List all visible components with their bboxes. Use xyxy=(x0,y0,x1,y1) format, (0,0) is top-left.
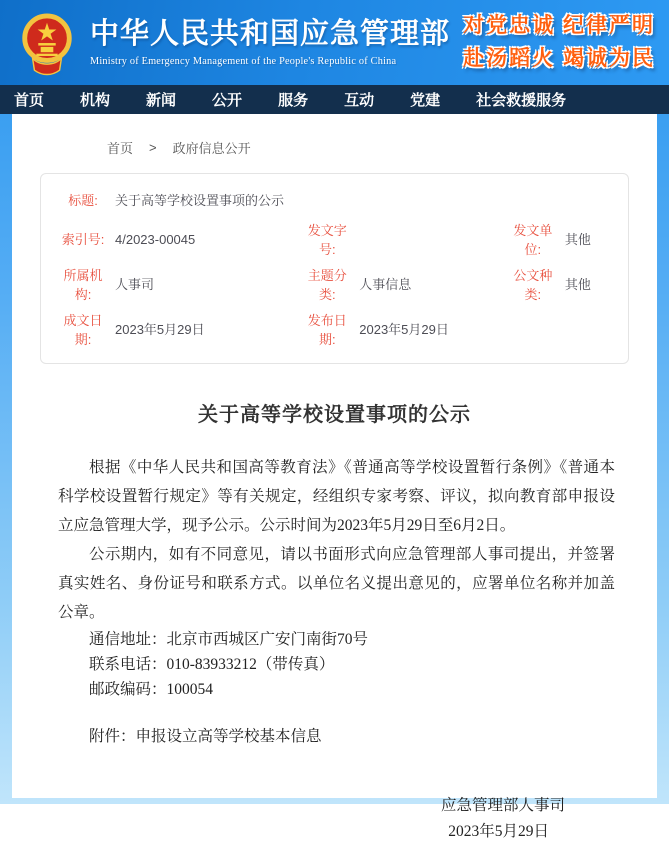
nav-item-services[interactable]: 服务 xyxy=(278,92,309,109)
meta-row-title xyxy=(41,184,628,218)
meta-label-written-date: 成文日期: xyxy=(63,312,103,347)
site-title-cn: 中华人民共和国应急管理部 xyxy=(90,18,451,51)
nav-item-interaction[interactable]: 互动 xyxy=(344,92,375,109)
meta-label-department: 所属机构: xyxy=(63,267,103,302)
nav-item-org[interactable]: 机构 xyxy=(80,92,111,109)
attachment-line: 附件：申报设立高等学校基本信息 xyxy=(89,728,322,745)
header-slogans xyxy=(463,10,655,75)
meta-grid xyxy=(41,218,628,353)
article-paragraph-2: 公示期内，如有不同意见，请以书面形式向应急管理部人事司提出，并签署真实姓名、身份证号和联系方式。以单位名义提出意见的，应署单位名称并加盖公章。 xyxy=(58,546,615,621)
meta-cell-doc-type xyxy=(499,263,628,308)
meta-label-issuing-unit: 发文单位: xyxy=(513,222,553,257)
meta-cell-publish-date xyxy=(299,308,499,353)
signature-date: 2023年5月29日 xyxy=(448,823,549,840)
national-emblem-icon xyxy=(16,11,78,77)
nav-item-rescue[interactable]: 社会救援服务 xyxy=(476,92,567,109)
breadcrumb xyxy=(12,114,657,157)
breadcrumb-separator-icon: > xyxy=(149,140,157,155)
meta-value-written-date: 2023年5月29日 xyxy=(115,322,205,338)
breadcrumb-current[interactable]: 政府信息公开 xyxy=(172,141,251,156)
meta-cell-department xyxy=(41,263,299,308)
meta-value-title: 关于高等学校设置事项的公示 xyxy=(115,192,285,208)
site-title-block xyxy=(90,18,459,66)
nav-item-party[interactable]: 党建 xyxy=(410,92,441,109)
nav-item-home[interactable]: 首页 xyxy=(14,92,45,109)
signature-block xyxy=(58,793,615,845)
site-title-en: Ministry of Emergency Management of the People's Republic of China xyxy=(90,55,397,67)
meta-value-department: 人事司 xyxy=(115,277,155,293)
main-nav xyxy=(0,85,669,114)
breadcrumb-home[interactable]: 首页 xyxy=(107,141,134,156)
meta-cell-written-date xyxy=(41,308,299,353)
meta-value-topic: 人事信息 xyxy=(359,277,412,293)
meta-value-index-no: 4/2023-00045 xyxy=(115,232,196,248)
meta-label-topic: 主题分类: xyxy=(307,267,347,302)
article-body xyxy=(58,453,615,845)
meta-label-title: 标题: xyxy=(68,192,98,208)
meta-cell-doc-no xyxy=(299,218,499,263)
meta-label-doc-no: 发文字号: xyxy=(307,222,347,257)
meta-cell-topic xyxy=(299,263,499,308)
meta-value-issuing-unit: 其他 xyxy=(564,232,591,248)
contact-postcode: 邮政编码：100054 xyxy=(89,681,214,698)
meta-value-doc-type: 其他 xyxy=(564,277,591,293)
signature-department: 应急管理部人事司 xyxy=(440,797,565,814)
meta-label-doc-type: 公文种类: xyxy=(513,267,553,302)
site-header xyxy=(0,0,669,85)
slogan-line-2: 赴汤蹈火 竭诚为民 xyxy=(463,46,655,70)
meta-label-index-no: 索引号: xyxy=(61,232,105,248)
meta-value-publish-date: 2023年5月29日 xyxy=(359,322,449,338)
article-paragraph-1: 根据《中华人民共和国高等教育法》《普通高等学校设置暂行条例》《普通本科学校设置暂行规定》等有关规定，经组织专家考察、评议，拟向教育部申报设立应急管理大学，现予公示。公示时间为2023年5月29日至6月2日。 xyxy=(58,459,615,534)
content-card xyxy=(12,114,657,840)
contact-phone: 联系电话：010-83933212（带传真） xyxy=(89,656,335,673)
article xyxy=(12,398,657,845)
meta-cell-issuing-unit xyxy=(499,218,628,263)
contact-address: 通信地址：北京市西城区广安门南街70号 xyxy=(89,631,369,648)
article-title: 关于高等学校设置事项的公示 xyxy=(198,404,471,426)
nav-item-news[interactable]: 新闻 xyxy=(146,92,177,109)
nav-item-disclosure[interactable]: 公开 xyxy=(212,92,243,109)
meta-cell-index-no xyxy=(41,218,299,263)
document-meta-box xyxy=(40,173,629,364)
slogan-line-1: 对党忠诚 纪律严明 xyxy=(463,13,655,37)
meta-cell-empty xyxy=(499,308,628,353)
meta-label-publish-date: 发布日期: xyxy=(307,312,347,347)
